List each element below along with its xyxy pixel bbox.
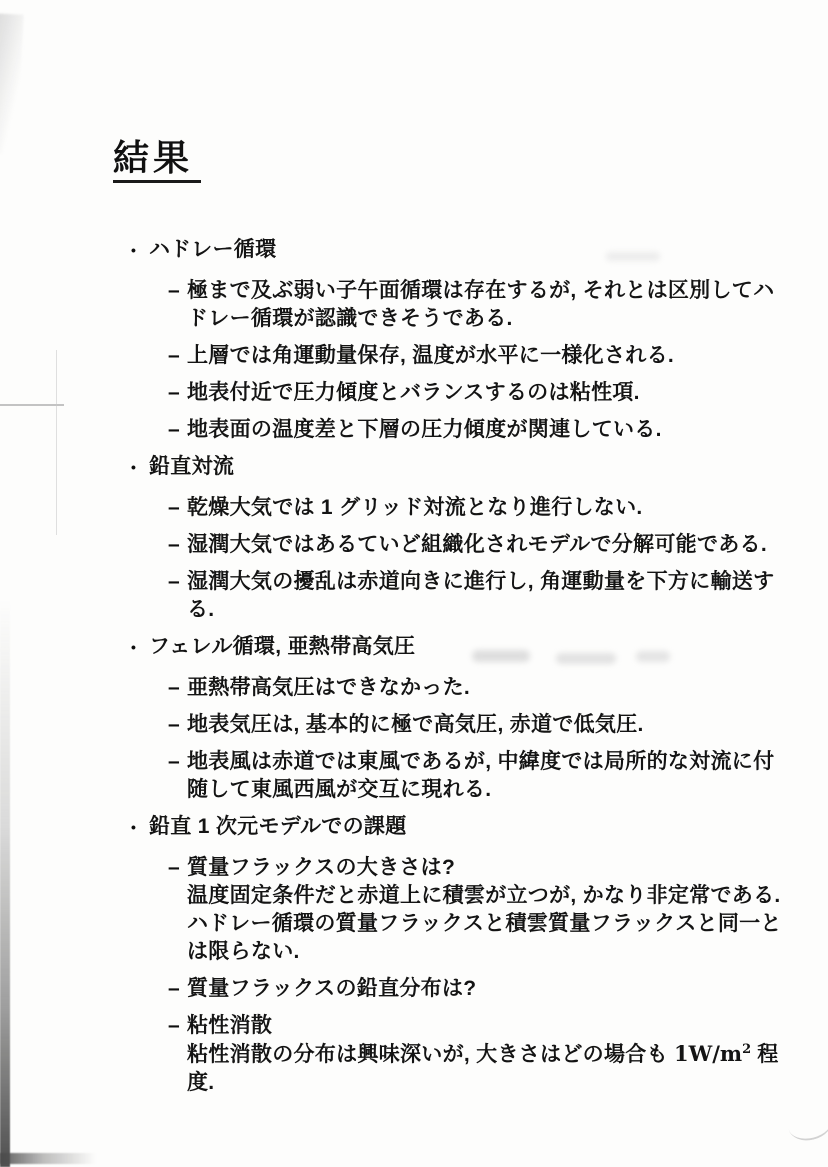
dash-icon: – [168, 1014, 180, 1037]
item-text: 乾燥大気では 1 グリッド対流となり進行しない. [187, 496, 643, 519]
list-item [168, 494, 791, 522]
item-text: 地表面の温度差と下層の圧力傾度が関連している. [187, 418, 662, 441]
section-header [131, 813, 791, 841]
section-vertical-convection [131, 453, 791, 624]
item-text: 湿潤大気の擾乱は赤道向きに進行し, 角運動量を下方に輸送する. [187, 570, 775, 621]
section-label: 鉛直対流 [149, 455, 235, 478]
page-title: 結果 [113, 139, 201, 183]
list-item [168, 975, 791, 1003]
bullet-icon: • [131, 819, 137, 835]
section-label: フェレル循環, 亜熱帯高気圧 [149, 635, 416, 658]
formula-unit: $1W/m^2$ [674, 1041, 752, 1066]
dash-icon: – [168, 750, 180, 773]
formula-prefix: 粘性消散の分布は興味深いが, 大きさはどの場合も [187, 1043, 675, 1066]
list-item [168, 379, 791, 407]
section-header [131, 633, 791, 661]
section-hadley-circulation [131, 236, 791, 444]
dash-icon: – [168, 381, 180, 404]
scan-mark-bottom-right [785, 1103, 828, 1145]
section-ferrel-circulation [131, 633, 791, 804]
scan-shadow-left-edge [0, 600, 10, 1167]
bullet-icon: • [131, 459, 137, 475]
list-item [168, 342, 791, 370]
item-text: 質量フラックスの鉛直分布は? [187, 977, 477, 1000]
dash-icon: – [168, 344, 180, 367]
dash-icon: – [168, 676, 180, 699]
section-header [131, 236, 791, 264]
list-item [168, 416, 791, 444]
dash-icon: – [168, 570, 180, 593]
dash-icon: – [168, 279, 180, 302]
scan-streak-top-left [0, 13, 24, 154]
section-1d-model-issues [131, 813, 791, 1097]
item-text: 地表気圧は, 基本的に極で高気圧, 赤道で低気圧. [187, 713, 644, 736]
item-text: 上層では角運動量保存, 温度が水平に一様化される. [187, 344, 675, 367]
item-text: 極まで及ぶ弱い子午面循環は存在するが, それとは区別してハドレー循環が認識できそうである. [187, 279, 775, 330]
item-text: 地表付近で圧力傾度とバランスするのは粘性項. [187, 381, 640, 404]
bullet-icon: • [131, 639, 137, 655]
item-text: 粘性消散 [187, 1014, 273, 1037]
section-label: 鉛直 1 次元モデルでの課題 [149, 815, 407, 838]
dash-icon: – [168, 533, 180, 556]
scan-fold-line-horizontal [0, 404, 64, 406]
list-item [168, 531, 791, 559]
list-item [168, 711, 791, 739]
dash-icon: – [168, 418, 180, 441]
list-item [168, 1012, 791, 1097]
section-label: ハドレー循環 [149, 238, 277, 261]
item-text: 温度固定条件だと赤道上に積雲が立つが, かなり非定常である. ハドレー循環の質量フラックスと積雲質量フラックスと同一とは限らない. [187, 884, 782, 963]
section-header [131, 453, 791, 481]
formula-superscript: 2 [742, 1042, 752, 1057]
scan-fold-line-vertical [56, 350, 57, 535]
dash-icon: – [168, 856, 180, 879]
list-item [168, 748, 791, 804]
item-text: 質量フラックスの大きさは? [187, 856, 456, 879]
list-item [168, 277, 791, 333]
dash-icon: – [168, 977, 180, 1000]
dash-icon: – [168, 713, 180, 736]
item-text: 亜熱帯高気圧はできなかった. [187, 676, 471, 699]
results-list [131, 236, 791, 1106]
list-item [168, 674, 791, 702]
list-item [168, 568, 791, 624]
dash-icon: – [168, 496, 180, 519]
item-text-with-formula [187, 1040, 791, 1097]
item-text: 湿潤大気ではあるていど組織化されモデルで分解可能である. [187, 533, 767, 556]
item-text: 地表風は赤道では東風であるが, 中緯度では局所的な対流に付随して東風西風が交互に現れる. [187, 750, 775, 801]
formula-suffix: 程度. [187, 1043, 779, 1094]
bullet-icon: • [131, 242, 137, 258]
list-item [168, 854, 791, 966]
scan-shadow-bottom-edge [0, 1153, 96, 1164]
